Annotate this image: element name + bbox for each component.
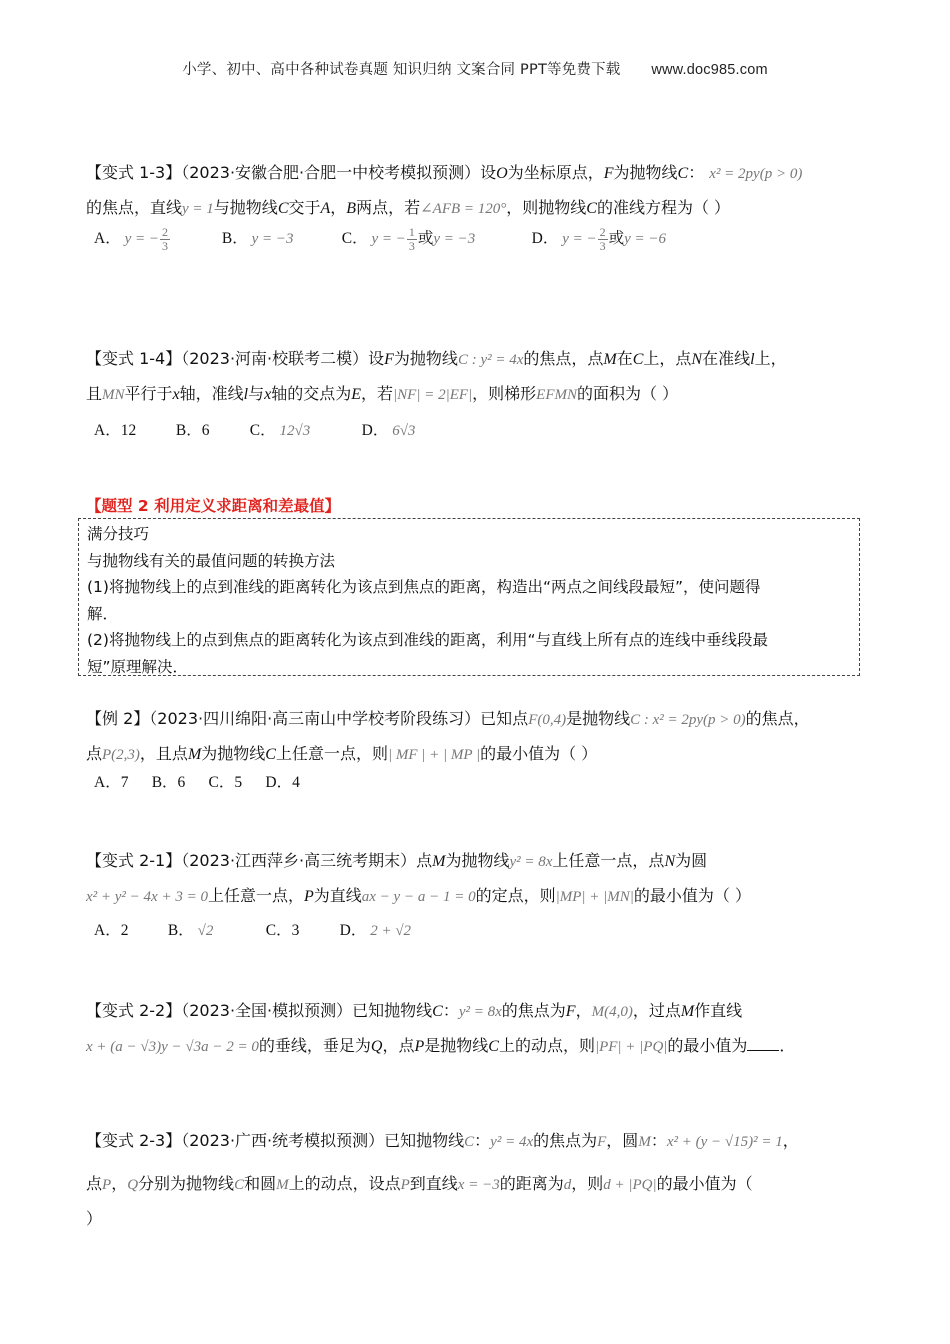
tips-title: 满分技巧 <box>87 525 150 543</box>
text: ． <box>779 1036 796 1055</box>
question-variant-2-1 <box>86 844 866 914</box>
formula: d + |PQ| <box>603 1177 657 1193</box>
text: 交于 <box>288 198 321 217</box>
formula: x² + (y − √15)² = 1 <box>666 1134 783 1150</box>
question-variant-2-3 <box>86 1124 866 1236</box>
option-letter: A． <box>94 230 121 248</box>
sym-N: N <box>664 853 676 870</box>
formula: ax − y − a − 1 = 0 <box>361 889 476 905</box>
option-D[interactable] <box>340 918 411 940</box>
text: ，过点 <box>632 1001 681 1020</box>
sym-F: F <box>565 1003 576 1020</box>
text: 为抛物线 <box>445 851 510 870</box>
formula: y = −3 <box>433 231 476 248</box>
text: 为圆 <box>675 851 708 870</box>
page-header <box>0 58 950 79</box>
header-site: www.doc985.com <box>651 62 768 78</box>
text: 的准线方程为（ ） <box>596 198 731 217</box>
text: ，则 <box>571 1174 604 1193</box>
formula: x² + y² − 4x + 3 = 0 <box>86 889 208 905</box>
option-A[interactable]: A．12 <box>94 422 137 439</box>
text: 为坐标原点， <box>507 163 604 182</box>
formula: C <box>234 1177 245 1193</box>
text: 为直线 <box>313 886 362 905</box>
text: ，若 <box>361 384 394 403</box>
formula: C <box>464 1134 475 1150</box>
formula: √2 <box>197 923 214 939</box>
formula: d <box>563 1177 572 1193</box>
text: ，则梯形 <box>472 384 537 403</box>
formula: |NF| = 2|EF| <box>393 387 473 403</box>
text: 的定点，则 <box>475 886 556 905</box>
q13-line1: 【变式 1-3】（2023·安徽合肥·合肥一中校考模拟预测）设O为坐标原点，F为抛物线C： x² = 2py(p > 0) <box>86 163 803 182</box>
text: 的距离为 <box>499 1174 564 1193</box>
formula: M <box>276 1177 289 1193</box>
sym-O: O <box>496 165 508 182</box>
option-B[interactable] <box>222 226 338 248</box>
option-A[interactable]: A．2 <box>94 922 129 939</box>
option-letter: B． <box>221 230 248 248</box>
text: ： <box>474 1131 491 1150</box>
text: 为抛物线 <box>613 163 678 182</box>
text: ，圆 <box>606 1131 639 1150</box>
tips-line: 短”原理解决． <box>87 657 189 676</box>
tips-line: 与抛物线有关的最值问题的转换方法 <box>87 551 336 570</box>
formula: x + (a − √3)y − √3a − 2 = 0 <box>86 1039 259 1055</box>
ex2-source: （2023·四川绵阳·高三南山中学校考阶段练习）已知点 <box>149 709 529 728</box>
text: 的最小值为（ ） <box>480 744 598 763</box>
text: 点 <box>86 744 103 763</box>
sym-N: N <box>691 351 703 368</box>
option-B[interactable] <box>168 918 262 940</box>
q13-line2 <box>86 191 866 226</box>
formula: C : x² = 2py(p > 0) <box>630 712 746 728</box>
formula: 6√3 <box>392 423 416 439</box>
formula: y² = 4x <box>490 1134 534 1150</box>
sym-F: F <box>384 351 394 368</box>
text: 平行于 <box>124 384 173 403</box>
text: ，点 <box>382 1036 415 1055</box>
text: 两点，若 <box>356 198 421 217</box>
option-C[interactable]: C．3 <box>265 922 300 939</box>
text: 为抛物线 <box>201 744 266 763</box>
tips-line: (2)将抛物线上的点到焦点的距离转化为该点到准线的距离，利用“与直线上所有点的连线中垂线段最 <box>87 631 768 649</box>
text: ， <box>782 1131 799 1150</box>
text: 的最小值为 <box>667 1036 748 1055</box>
denominator: 3 <box>408 239 415 253</box>
option-letter: D． <box>361 422 389 439</box>
text: 或 <box>417 229 434 248</box>
text: 的焦点，点 <box>523 349 604 368</box>
text: 上任意一点，则 <box>275 744 388 763</box>
sym-M: M <box>432 853 446 870</box>
q21-line2 <box>86 879 866 914</box>
q14-label: 【变式 1-4】 <box>86 349 182 368</box>
sym-C: C <box>265 746 276 763</box>
text: 上任意一点，点 <box>552 851 665 870</box>
text: 与抛物线 <box>213 198 278 217</box>
q23-line3: ） <box>86 1209 103 1228</box>
formula: y² = 8x <box>458 1004 502 1020</box>
q21-options <box>94 918 411 940</box>
formula: C : y² = 4x <box>457 352 524 368</box>
text: 的最小值为（ <box>656 1174 753 1193</box>
q23-line1 <box>86 1124 866 1159</box>
ex2-label: 【例 2】 <box>86 709 150 728</box>
formula: F <box>597 1134 607 1150</box>
question-variant-1-3 <box>86 156 866 226</box>
text: 上， <box>754 349 787 368</box>
formula: P <box>102 1177 112 1193</box>
text: 与 <box>248 384 265 403</box>
option-C[interactable] <box>250 418 358 440</box>
q21-label: 【变式 2-1】 <box>86 851 182 870</box>
text: 上的动点，设点 <box>288 1174 401 1193</box>
text: ， <box>575 1001 592 1020</box>
sym-A: A <box>320 200 331 217</box>
formula: P(2,3) <box>102 747 140 763</box>
q22-line1 <box>86 994 866 1029</box>
formula: 2 + √2 <box>370 923 412 939</box>
fraction <box>598 226 608 253</box>
text: 或 <box>608 229 625 248</box>
text: 的焦点为 <box>501 1001 566 1020</box>
q14-options <box>94 418 415 440</box>
sym-P: P <box>303 888 314 905</box>
sym-B: B <box>346 200 357 217</box>
denominator: 3 <box>599 239 606 253</box>
sym-C: C <box>632 351 644 368</box>
q14-source: （2023·河南·校联考二模）设 <box>181 349 385 368</box>
text: ，且点 <box>139 744 188 763</box>
sym-x: x <box>264 386 272 403</box>
text: 轴，准线 <box>179 384 244 403</box>
formula: y = 1 <box>182 201 214 217</box>
text: ， <box>111 1174 128 1193</box>
formula: y = − <box>562 231 597 248</box>
formula: y = −6 <box>624 231 667 248</box>
text: 为抛物线 <box>393 349 458 368</box>
fraction <box>160 226 170 253</box>
sym-Q: Q <box>370 1038 383 1055</box>
q21-source: （2023·江西萍乡·高三统考期末）点 <box>181 851 433 870</box>
numerator: 2 <box>599 225 606 239</box>
sym-M: M <box>603 351 617 368</box>
formula: x² = 2py(p > 0) <box>709 166 803 182</box>
formula: MN <box>102 387 125 403</box>
sym-C: C <box>277 200 289 217</box>
sym-x: x <box>172 386 180 403</box>
text: 是抛物线 <box>424 1036 489 1055</box>
formula: y² = 8x <box>509 854 553 870</box>
q22-label: 【变式 2-2】 <box>86 1001 182 1020</box>
q23-source: （2023·广西·统考模拟预测）已知抛物线 <box>181 1131 465 1150</box>
sym-l: l <box>750 351 755 368</box>
numerator: 2 <box>161 225 168 239</box>
tips-line: 解． <box>87 604 119 623</box>
sym-C: C <box>432 1003 443 1020</box>
text: ： <box>650 1131 667 1150</box>
sym-E: E <box>351 386 362 403</box>
option-letter: C． <box>249 422 276 439</box>
formula: | MF | + | MP | <box>387 747 481 763</box>
text: 且 <box>86 384 103 403</box>
text: 轴的交点为 <box>271 384 352 403</box>
text: ，则抛物线 <box>506 198 587 217</box>
formula: y = − <box>124 231 159 248</box>
text: ， <box>330 198 347 217</box>
ex2-options[interactable]: A．7 B．6 C．5 D．4 <box>94 774 300 791</box>
text: 上任意一点， <box>207 886 304 905</box>
formula: 12√3 <box>279 423 311 439</box>
question-variant-1-4 <box>86 342 866 412</box>
text: 是抛物线 <box>566 709 631 728</box>
q13-options <box>94 226 666 253</box>
text: 的面积为（ ） <box>577 384 679 403</box>
q22-source: （2023·全国·模拟预测）已知抛物线 <box>181 1001 433 1020</box>
q23-label: 【变式 2-3】 <box>86 1131 182 1150</box>
q14-line1 <box>86 342 866 377</box>
question-variant-2-2 <box>86 994 866 1064</box>
q13-source: （2023·安徽合肥·合肥一中校考模拟预测）设 <box>181 163 497 182</box>
text: 的焦点为 <box>533 1131 598 1150</box>
option-B[interactable]: B．6 <box>175 422 210 439</box>
formula: y = −3 <box>251 231 294 248</box>
numerator: 1 <box>408 225 415 239</box>
text: 的焦点，直线 <box>86 198 183 217</box>
q21-line1 <box>86 844 866 879</box>
option-letter: B． <box>167 922 194 939</box>
sym-M: M <box>187 746 202 763</box>
option-D[interactable] <box>362 418 416 440</box>
formula: |MP| + |MN| <box>555 889 634 905</box>
q23-line2 <box>86 1167 866 1202</box>
fraction <box>407 226 417 253</box>
formula: Q <box>127 1177 139 1193</box>
formula: P <box>400 1177 410 1193</box>
section-heading: 【题型 2 利用定义求距离和差最值】 <box>86 497 341 515</box>
option-A[interactable] <box>94 226 218 253</box>
text: 的垂线，垂足为 <box>258 1036 371 1055</box>
denominator: 3 <box>161 239 168 253</box>
text: 作直线 <box>694 1001 743 1020</box>
text: 的最小值为（ ） <box>633 886 751 905</box>
formula: EFMN <box>536 387 577 403</box>
text: 在 <box>616 349 633 368</box>
text: 和圆 <box>244 1174 277 1193</box>
formula: M <box>638 1134 651 1150</box>
q13-label: 【变式 1-3】 <box>86 163 182 182</box>
sym-P: P <box>414 1038 425 1055</box>
sym-F: F <box>603 165 614 182</box>
tips-line: (1)将抛物线上的点到准线的距离转化为该点到焦点的距离，构造出“两点之间线段最短”，使问题得 <box>87 578 761 596</box>
answer-blank[interactable] <box>747 1034 779 1051</box>
formula: x = −3 <box>457 1177 500 1193</box>
text: 点 <box>86 1174 103 1193</box>
option-letter: C． <box>341 230 368 248</box>
text: 在准线 <box>702 349 751 368</box>
sym-l: l <box>243 386 249 403</box>
q14-line2 <box>86 377 866 412</box>
example-2 <box>86 702 866 772</box>
sym-M: M <box>680 1003 695 1020</box>
q22-line2 <box>86 1029 866 1064</box>
tips-box <box>78 518 860 676</box>
text: 的焦点， <box>745 709 810 728</box>
option-D[interactable] <box>532 226 666 253</box>
header-slogan: 小学、初中、高中各种试卷真题 知识归纳 文案合同 PPT等免费下载 <box>182 62 621 78</box>
option-letter: D． <box>339 922 367 939</box>
text: ： <box>442 1001 459 1020</box>
sym-C: C <box>586 200 597 217</box>
option-C[interactable] <box>342 226 528 253</box>
text: 上，点 <box>643 349 692 368</box>
ex2-line1 <box>86 702 866 737</box>
text: 分别为抛物线 <box>138 1174 235 1193</box>
text: 上的动点，则 <box>498 1036 595 1055</box>
option-letter: D． <box>531 230 559 248</box>
ex2-line2 <box>86 737 866 772</box>
formula: y = − <box>371 231 406 248</box>
sym-C: C <box>677 165 689 182</box>
formula: ∠AFB = 120° <box>420 201 507 217</box>
formula: M(4,0) <box>591 1004 633 1020</box>
formula: F(0,4) <box>528 712 567 728</box>
text: 到直线 <box>409 1174 458 1193</box>
sym-C: C <box>488 1038 499 1055</box>
formula: |PF| + |PQ| <box>594 1039 668 1055</box>
